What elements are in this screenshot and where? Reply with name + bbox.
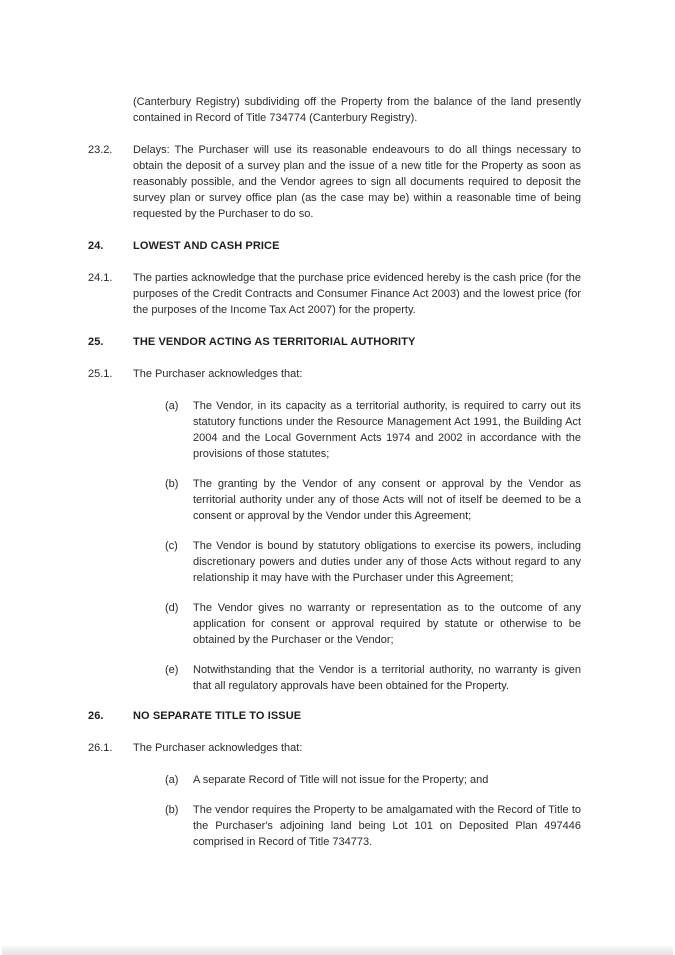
subclause-25-1-a (165, 398, 581, 462)
clause-number: 25.1. (88, 368, 113, 380)
subclause-letter: (a) (165, 774, 179, 786)
subclause-letter: (a) (165, 400, 179, 412)
section-number: 26. (88, 710, 104, 722)
clause-23-2 (88, 142, 581, 222)
subclause-text: The granting by the Vendor of any consent or approval by the Vendor as territorial authority under any of those Acts will not of itself be deemed to be a consent or approval by the Vendor under this Agreement; (193, 478, 581, 522)
clause-text: The Purchaser acknowledges that: (133, 368, 303, 380)
subclause-text: The Vendor, in its capacity as a territorial authority, is required to carry out its statutory functions under the Resource Management Act 1991, the Building Act 2004 and the Local Government Acts 1974 and 2002 in accordance with the provisions of those statutes; (193, 400, 581, 460)
section-heading-text: THE VENDOR ACTING AS TERRITORIAL AUTHORITY (133, 336, 416, 348)
section-heading-25 (88, 334, 581, 350)
section-heading-text: NO SEPARATE TITLE TO ISSUE (133, 710, 302, 722)
subclause-text: A separate Record of Title will not issue for the Property; and (193, 774, 489, 786)
subclause-letter: (b) (165, 478, 179, 490)
subclause-letter: (e) (165, 664, 179, 676)
subclause-text: The Vendor gives no warranty or representation as to the outcome of any application for consent or approval required by statute or otherwise to be obtained by the Purchaser or the Vendor; (193, 602, 581, 646)
clause-25-1-subclauses (133, 398, 581, 694)
subclause-letter: (d) (165, 602, 179, 614)
clause-number: 23.2. (88, 144, 113, 156)
subclause-26-1-b (165, 802, 581, 850)
section-number: 24. (88, 240, 104, 252)
clause-26-1 (88, 740, 581, 756)
subclause-26-1-a (165, 772, 581, 788)
subclause-text: Notwithstanding that the Vendor is a territorial authority, no warranty is given that all regulatory approvals have been obtained for the Property. (193, 664, 581, 692)
section-heading-text: LOWEST AND CASH PRICE (133, 240, 280, 252)
clause-text: Delays: The Purchaser will use its reasonable endeavours to do all things necessary to obtain the deposit of a survey plan and the issue of a new title for the Property as soon as reasonably possible, and the Vendor agrees to sign all documents required to deposit the survey plan or survey office plan (as the case may be) within a reasonable time of being requested by the Purchaser to do so. (133, 144, 581, 220)
clause-number: 24.1. (88, 272, 113, 284)
subclause-25-1-b (165, 476, 581, 524)
section-heading-24 (88, 238, 581, 254)
page-bottom-scan-edge (2, 946, 673, 955)
clause-23-1-continuation-text: (Canterbury Registry) subdividing off the Property from the balance of the land presently contained in Record of Title 734774 (Canterbury Registry). (133, 96, 581, 124)
subclause-25-1-c (165, 538, 581, 586)
clause-24-1 (88, 270, 581, 318)
subclause-25-1-d (165, 600, 581, 648)
clause-text: The Purchaser acknowledges that: (133, 742, 303, 754)
section-number: 25. (88, 336, 104, 348)
subclause-text: The vendor requires the Property to be amalgamated with the Record of Title to the Purchaser's adjoining land being Lot 101 on Deposited Plan 497446 comprised in Record of Title 734773. (193, 804, 581, 848)
section-heading-26 (88, 708, 581, 724)
subclause-letter: (b) (165, 804, 179, 816)
clause-number: 26.1. (88, 742, 113, 754)
subclause-25-1-e (165, 662, 581, 694)
subclause-letter: (c) (165, 540, 178, 552)
clause-text: The parties acknowledge that the purchase price evidenced hereby is the cash price (for the purposes of the Credit Contracts and Consumer Finance Act 2003) and the lowest price (for the purposes of the Income Tax Act 2007) for the property. (133, 272, 581, 316)
subclause-text: The Vendor is bound by statutory obligations to exercise its powers, including discretionary powers and duties under any of those Acts without regard to any relationship it may have with the Purchaser under this Agreement; (193, 540, 581, 584)
clause-26-1-subclauses (133, 772, 581, 850)
clause-25-1 (88, 366, 581, 382)
